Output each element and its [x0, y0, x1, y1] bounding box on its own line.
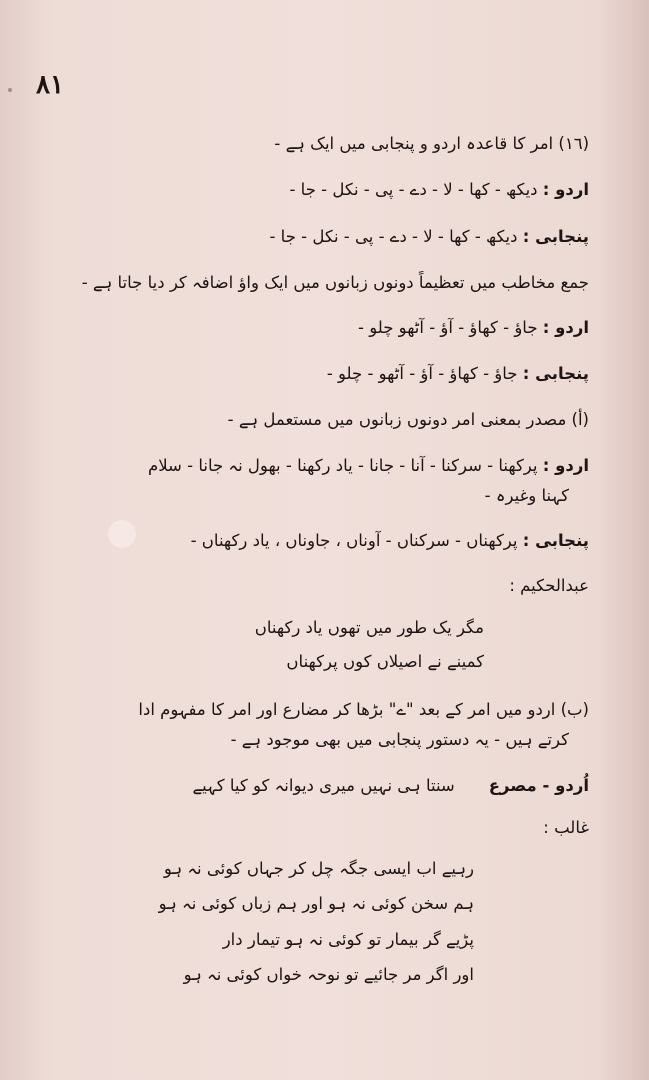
urdu-imperative-examples: اردو : دیکھ - کھا - لا - دے - پی - نکل - جا - — [289, 180, 589, 199]
verse-line: مگر یک طور میں تھوں یاد رکھناں — [254, 618, 484, 637]
urdu-misra-example: اُردو - مصرعسنتا ہی نہیں میری دیوانہ کو کیا کہیے — [192, 776, 589, 795]
rule-a-heading: (أ) مصدر بمعنی امر دونوں زبانوں میں مستعمل ہے - — [227, 410, 589, 429]
verse-line: ہم سخن کوئی نہ ہو اور ہم زباں کوئی نہ ہو — [158, 894, 474, 913]
poet-name-ghalib: غالب : — [543, 818, 589, 837]
verse-line: پڑیے گر بیمار تو کوئی نہ ہو تیمار دار — [222, 930, 474, 949]
page-speck — [8, 88, 12, 92]
line-label: پنجابی : — [522, 227, 589, 246]
line-label: اردو : — [542, 456, 589, 475]
urdu-infinitive-continuation: کہنا وغیرہ - — [484, 486, 569, 505]
punjabi-imperative-examples: پنجابی : دیکھ - کھا - لا - دے - پی - نکل - جا - — [269, 227, 589, 246]
punjabi-plural-examples: پنجابی : جاؤ - کھاؤ - آؤ - آٹھو - چلو - — [326, 364, 589, 383]
page-number: ٨١ — [36, 70, 64, 100]
verse-line: اور اگر مر جائیے تو نوحہ خواں کوئی نہ ہو — [183, 965, 474, 984]
rule-b-heading: (ب) اردو میں امر کے بعد "ے" بڑھا کر مضارع اور امر کا مفہوم ادا — [138, 700, 589, 719]
urdu-infinitive-examples: اردو : پرکھنا - سرکنا - آنا - جانا - یاد رکھنا - بھول نہ جانا - سلام — [148, 456, 589, 475]
rule-16-heading: (١٦) امر کا قاعدہ اردو و پنجابی میں ایک ہے - — [274, 134, 589, 153]
urdu-plural-examples: اردو : جاؤ - کھاؤ - آؤ - آٹھو چلو - — [358, 318, 589, 337]
poet-name-abdul-hakim: عبدالحکیم : — [509, 576, 589, 595]
punjabi-infinitive-examples: پنجابی : پرکھناں - سرکناں - آوناں ، جاوناں ، یاد رکھناں - — [190, 531, 589, 550]
line-label: اُردو - مصرع — [488, 776, 589, 795]
line-label: پنجابی : — [522, 364, 589, 383]
rule-b-continuation: کرتے ہیں - یہ دستور پنجابی میں بھی موجود ہے - — [230, 730, 569, 749]
verse-line: کمینے نے اصیلاں کوں پرکھناں — [286, 652, 484, 671]
line-label: پنجابی : — [522, 531, 589, 550]
verse-line: رہیے اب ایسی جگہ چل کر جہاں کوئی نہ ہو — [163, 859, 474, 878]
line-label: اردو : — [542, 318, 589, 337]
line-label: اردو : — [542, 180, 589, 199]
plural-respect-rule: جمع مخاطب میں تعظیماً دونوں زبانوں میں ایک واؤ اضافہ کر دیا جاتا ہے - — [81, 273, 589, 292]
